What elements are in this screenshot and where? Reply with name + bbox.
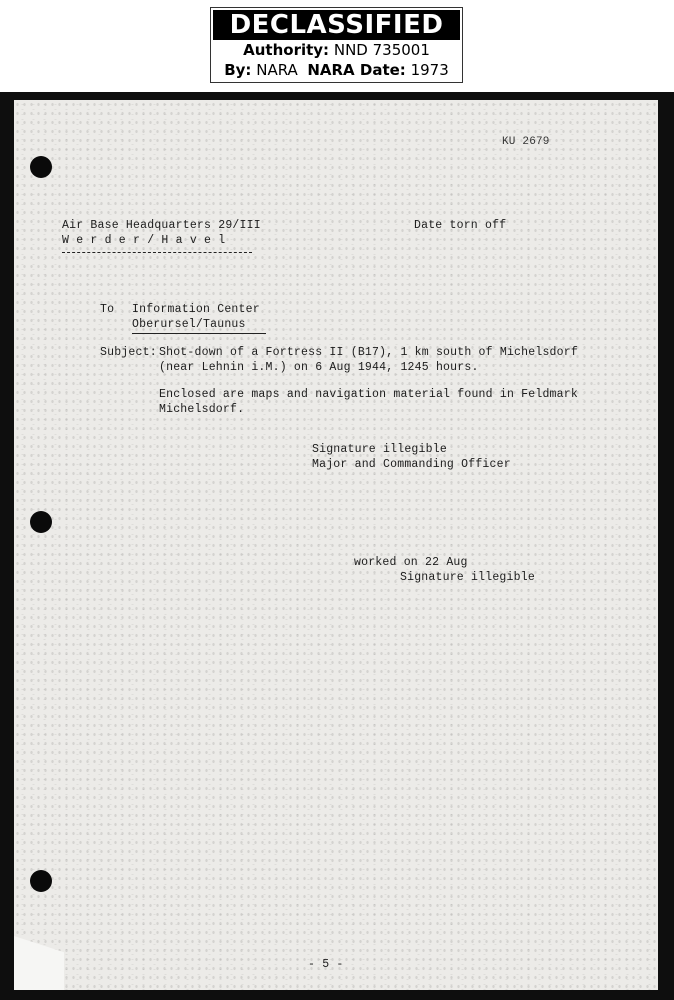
stamp-title: DECLASSIFIED	[213, 10, 460, 40]
reference-number: KU 2679	[502, 136, 550, 148]
document-paper	[14, 100, 658, 990]
stamp-authority-label: Authority:	[243, 41, 330, 59]
recipient-line-2: Oberursel/Taunus	[132, 318, 246, 331]
signature-line-1: Signature illegible	[312, 443, 447, 456]
subject-label: Subject:	[100, 346, 157, 359]
punch-hole-bottom	[30, 870, 52, 892]
folded-corner	[14, 936, 64, 990]
scanned-page-background	[0, 92, 674, 1000]
stamp-date-label: NARA Date:	[307, 61, 406, 79]
body-line-2: Michelsdorf.	[159, 403, 245, 416]
declassified-stamp	[210, 7, 463, 83]
worked-signature-line: Signature illegible	[400, 571, 535, 584]
stamp-by-value: NARA	[256, 61, 298, 79]
signature-line-2: Major and Commanding Officer	[312, 458, 511, 471]
worked-on-line: worked on 22 Aug	[354, 556, 468, 569]
stamp-authority-value: NND 735001	[333, 41, 430, 59]
sender-line-1: Air Base Headquarters 29/III	[62, 219, 261, 232]
sender-line-2: W e r d e r / H a v e l	[62, 234, 226, 247]
body-line-1: Enclosed are maps and navigation material found in Feldmark	[159, 388, 578, 401]
stamp-by-date	[211, 60, 462, 80]
stamp-date-value: 1973	[410, 61, 449, 79]
to-label: To	[100, 303, 115, 316]
recipient-underline	[132, 333, 266, 334]
sender-underline	[62, 252, 252, 253]
page-number: - 5 -	[308, 958, 344, 971]
stamp-by-label: By:	[224, 61, 252, 79]
punch-hole-top	[30, 156, 52, 178]
recipient-line-1: Information Center	[132, 303, 260, 316]
stamp-authority	[211, 40, 462, 60]
subject-line-1: Shot-down of a Fortress II (B17), 1 km south of Michelsdorf	[159, 346, 578, 359]
subject-line-2: (near Lehnin i.M.) on 6 Aug 1944, 1245 hours.	[159, 361, 479, 374]
punch-hole-middle	[30, 511, 52, 533]
date-note: Date torn off	[414, 219, 507, 232]
